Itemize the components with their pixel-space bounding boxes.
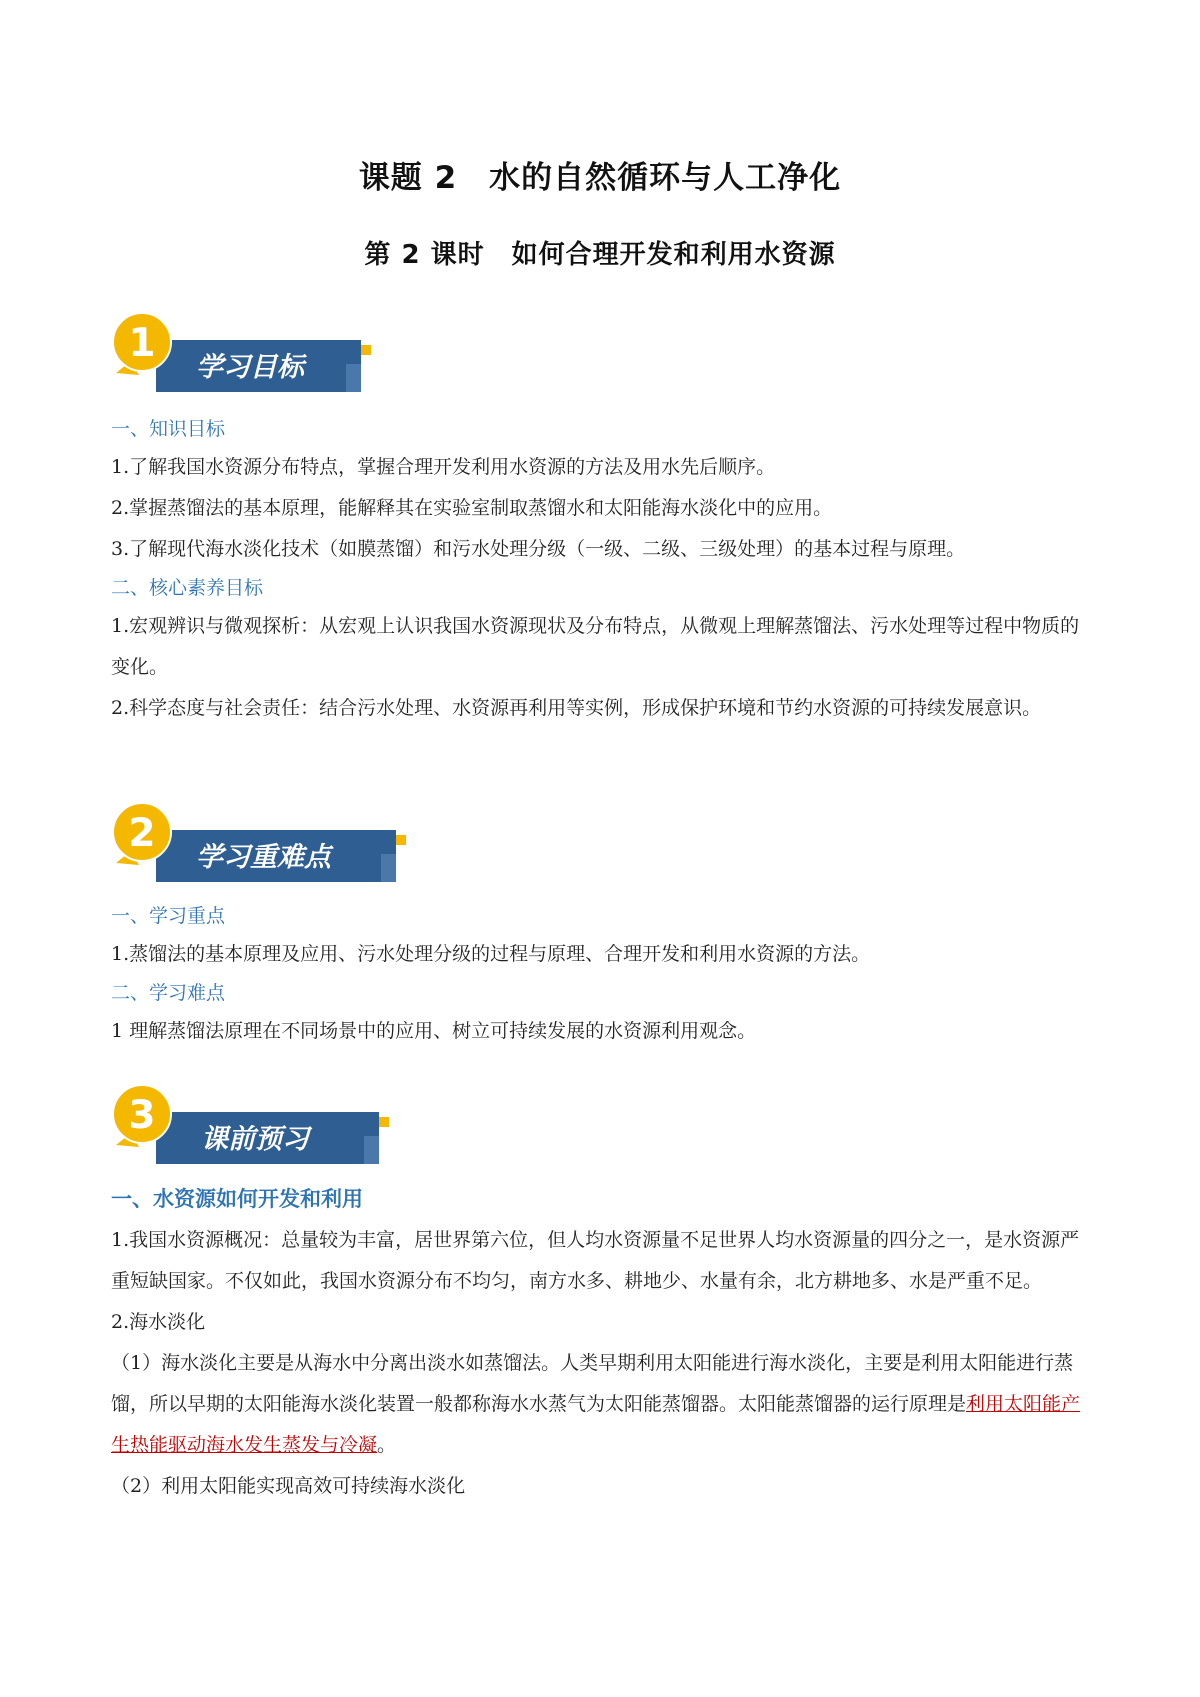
section-heading: 一、知识目标: [111, 418, 226, 440]
paragraph-text: （1）海水淡化主要是从海水中分离出淡水如蒸馏法。人类早期利用太阳能进行海水淡化，主要是利用太阳能进行蒸馏，所以早期的太阳能海水淡化装置一般都称海水水蒸气为太阳能蒸馏器。太阳能蒸馏器的运行原理是: [111, 1352, 1074, 1415]
paragraph: 1.了解我国水资源分布特点，掌握合理开发利用水资源的方法及用水先后顺序。: [111, 456, 776, 478]
section-banner-label: 课前预习: [201, 1124, 309, 1155]
section-badge-3: [111, 1077, 401, 1165]
section-preview: [111, 1178, 1091, 1507]
section-badge-1: [111, 305, 381, 393]
section-badge-2: [111, 795, 416, 883]
paragraph: 1.蒸馏法的基本原理及应用、污水处理分级的过程与原理、合理开发和利用水资源的方法。: [111, 943, 871, 965]
paragraph: 3.了解现代海水淡化技术（如膜蒸馏）和污水处理分级（一级、二级、三级处理）的基本过程与原理。: [111, 538, 966, 560]
page-subtitle: 第 2 课时 如何合理开发和利用水资源: [364, 240, 836, 270]
section-banner-label: 学习重难点: [196, 842, 331, 873]
paragraph: 2.科学态度与社会责任：结合污水处理、水资源再利用等实例，形成保护环境和节约水资源的可持续发展意识。: [111, 697, 1042, 719]
paragraph: 1.我国水资源概况：总量较为丰富，居世界第六位，但人均水资源量不足世界人均水资源量的四分之一，是水资源严重短缺国家。不仅如此，我国水资源分布不均匀，南方水多、耕地少、水量有余，北方耕地多、水是严重不足。: [111, 1229, 1080, 1292]
section-heading: 一、水资源如何开发和利用: [111, 1187, 363, 1211]
section-heading: 二、核心素养目标: [111, 577, 264, 599]
paragraph: （2）利用太阳能实现高效可持续海水淡化: [111, 1475, 466, 1497]
paragraph: 2.海水淡化: [111, 1311, 206, 1333]
section-number: 1: [128, 321, 156, 366]
section-heading: 一、学习重点: [111, 905, 226, 927]
paragraph: 1.宏观辨识与微观探析：从宏观上认识我国水资源现状及分布特点，从微观上理解蒸馏法、污水处理等过程中物质的变化。: [111, 615, 1080, 678]
section-number: 2: [128, 811, 156, 856]
highlighted-text: 利用太阳能产生热能驱动海水发生蒸发与冷凝: [111, 1393, 1081, 1456]
paragraph-text: 。: [377, 1434, 397, 1456]
page-title: 课题 2 水的自然循环与人工净化: [358, 160, 842, 196]
paragraph: [111, 1343, 1091, 1466]
section-number: 3: [128, 1093, 156, 1138]
paragraph: 1 理解蒸馏法原理在不同场景中的应用、树立可持续发展的水资源利用观念。: [111, 1020, 757, 1042]
section-learning-goals: [111, 411, 1091, 729]
section-key-points: [111, 898, 1091, 1052]
section-banner-label: 学习目标: [196, 352, 304, 383]
section-heading: 二、学习难点: [111, 982, 226, 1004]
paragraph: 2.掌握蒸馏法的基本原理，能解释其在实验室制取蒸馏水和太阳能海水淡化中的应用。: [111, 497, 833, 519]
